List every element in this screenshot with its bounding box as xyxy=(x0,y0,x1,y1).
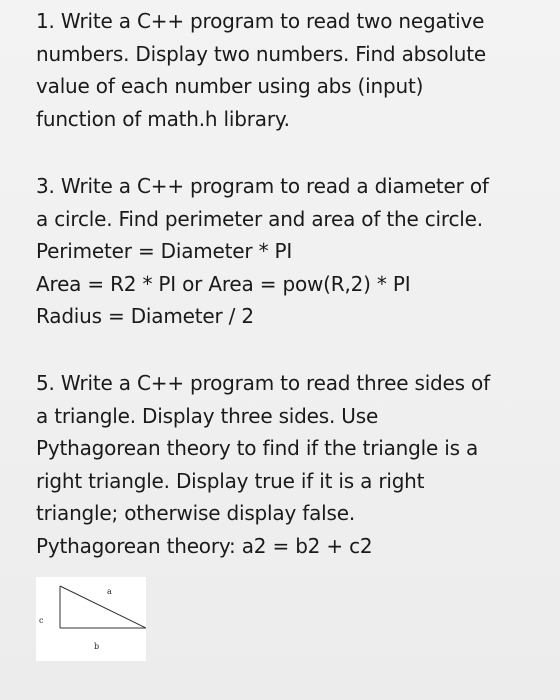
problem-5-line: triangle; otherwise display false. xyxy=(36,501,355,525)
problem-5-line: Pythagorean theory to find if the triangle is a xyxy=(36,436,479,460)
label-c: c xyxy=(39,616,44,625)
problem-3-line: Perimeter = Diameter * PI xyxy=(36,239,293,263)
problem-1-line: value of each number using abs (input) xyxy=(36,74,424,98)
problem-3-line: Radius = Diameter / 2 xyxy=(36,304,254,328)
problem-3-line: a circle. Find perimeter and area of the circle. xyxy=(36,206,483,231)
problem-5-line: 5. Write a C++ program to read three sides of xyxy=(36,371,490,395)
problem-1-line: function of math.h library. xyxy=(36,106,290,131)
problem-1-line: numbers. Display two numbers. Find absolute xyxy=(36,41,486,66)
problem-1-line: 1. Write a C++ program to read two negative xyxy=(36,9,485,33)
label-a: a xyxy=(107,587,112,596)
right-triangle-diagram xyxy=(36,577,146,661)
problem-3-line: Area = R2 * PI or Area = pow(R,2) * PI xyxy=(36,271,411,296)
problem-5-line: Pythagorean theory: a2 = b2 + c2 xyxy=(36,533,373,558)
problem-5-line: right triangle. Display true if it is a right xyxy=(36,468,425,493)
right-triangle-figure xyxy=(36,577,146,661)
problem-3-line: 3. Write a C++ program to read a diameter of xyxy=(36,174,489,198)
triangle-side-a xyxy=(60,586,146,628)
problem-5 xyxy=(36,367,541,562)
problem-5-line: a triangle. Display three sides. Use xyxy=(36,403,379,428)
problem-3 xyxy=(36,170,541,333)
label-b: b xyxy=(94,642,100,651)
problem-1 xyxy=(36,5,541,135)
